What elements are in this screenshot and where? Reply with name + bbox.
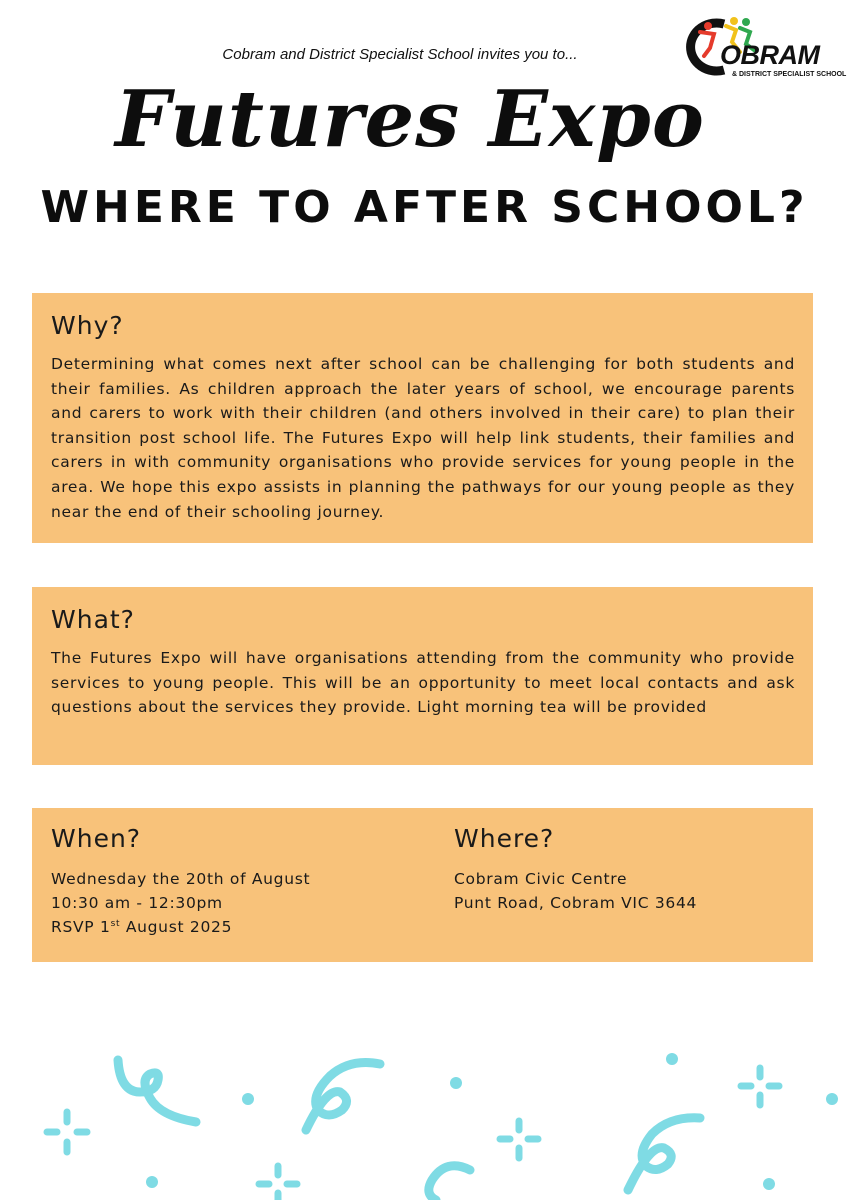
what-heading: What? xyxy=(51,605,135,634)
what-body: The Futures Expo will have organisations attending from the community who provide services to young people. This will be an opportunity to meet local contacts and ask questions about the services they provide. Light morning tea will be provided xyxy=(51,649,795,717)
where-heading: Where? xyxy=(454,824,555,853)
logo-wordmark: OBRAM xyxy=(720,40,820,70)
dot-1 xyxy=(242,1093,254,1105)
dot-6 xyxy=(763,1178,775,1190)
why-card xyxy=(32,293,813,543)
why-heading: Why? xyxy=(51,311,124,340)
venue-name: Cobram Civic Centre xyxy=(454,870,628,888)
what-card xyxy=(32,587,813,765)
venue-address: Punt Road, Cobram VIC 3644 xyxy=(454,894,698,912)
rsvp-suffix: August 2025 xyxy=(120,918,233,936)
swirl-3 xyxy=(628,1118,700,1190)
rsvp-date xyxy=(51,915,310,939)
invite-line: Cobram and District Specialist School invites you to... xyxy=(222,46,578,63)
why-body: Determining what comes next after school can be challenging for both students and their families. As children approach the later years of school, we encourage parents and carers to work with their children (and others involved in their care) to plan their transition post school life. The Futures Expo will help link students, their families and carers in with community organisations who provide services for young people in the area. We hope this expo assists in planning the pathways for our young people as they near the end of their schooling journey. xyxy=(51,355,795,521)
dot-5 xyxy=(146,1176,158,1188)
dot-2 xyxy=(450,1077,462,1089)
rsvp-prefix: RSVP 1 xyxy=(51,918,111,936)
page-title: Futures Expo xyxy=(115,74,705,165)
swirl-2 xyxy=(306,1063,380,1131)
page-subtitle: WHERE TO AFTER SCHOOL? xyxy=(40,182,809,233)
sparkle-3 xyxy=(741,1068,779,1105)
where-column xyxy=(454,824,697,915)
swirl-4 xyxy=(429,1166,470,1200)
when-column xyxy=(51,824,310,939)
sparkle-2 xyxy=(500,1121,538,1158)
logo-tagline: & DISTRICT SPECIALIST SCHOOL xyxy=(732,71,847,78)
dot-4 xyxy=(826,1093,838,1105)
when-where-card xyxy=(32,808,813,962)
event-date: Wednesday the 20th of August xyxy=(51,870,311,888)
dot-3 xyxy=(666,1053,678,1065)
confetti-decoration xyxy=(0,1030,849,1200)
rsvp-sup: st xyxy=(110,918,121,929)
swirl-1 xyxy=(118,1060,196,1122)
sparkle-4 xyxy=(259,1166,297,1200)
event-time: 10:30 am - 12:30pm xyxy=(51,894,223,912)
sparkle-1 xyxy=(47,1112,87,1152)
when-heading: When? xyxy=(51,824,142,853)
